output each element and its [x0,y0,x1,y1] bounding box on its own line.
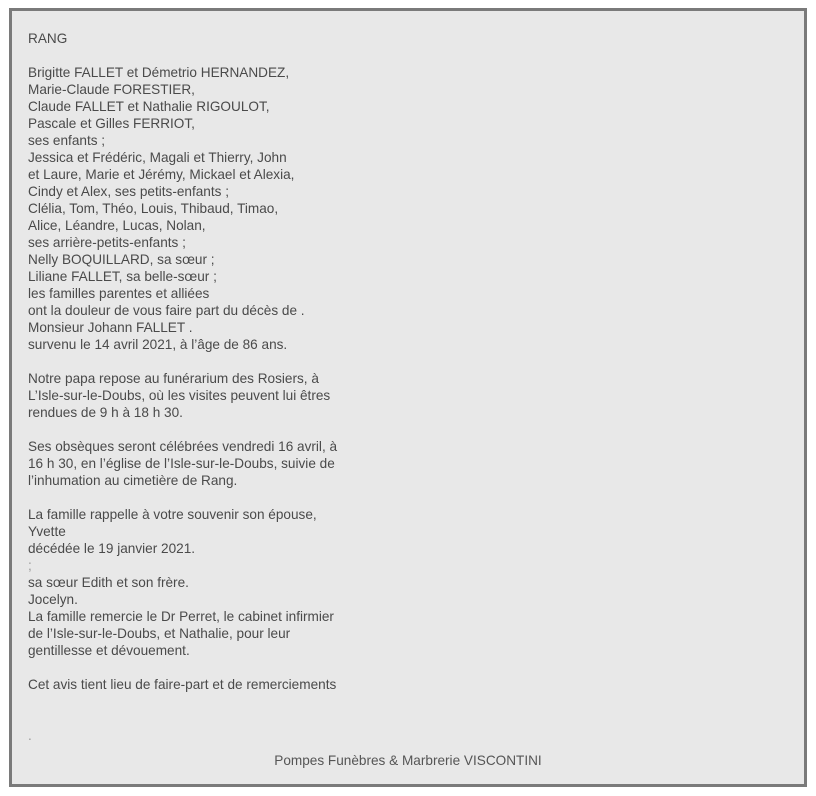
text-line: sa sœur Edith et son frère. [28,575,189,590]
text-line: Liliane FALLET, sa belle-sœur ; [28,269,217,284]
text-line: L’Isle-sur-le-Doubs, où les visites peuvent lui êtres [28,388,331,403]
text-line: La famille remercie le Dr Perret, le cabinet infirmier [28,609,334,624]
text-line: Marie-Claude FORESTIER, [28,82,195,97]
text-line: Nelly BOQUILLARD, sa sœur ; [28,252,215,267]
text-line: gentillesse et dévouement. [28,643,190,658]
text-line: Claude FALLET et Nathalie RIGOULOT, [28,99,270,114]
funeral-block [28,438,648,489]
text-line: ses arrière-petits-enfants ; [28,235,186,250]
text-line: ont la douleur de vous faire part du décès de . [28,303,305,318]
notice-frame [9,8,807,787]
text-line: les familles parentes et alliées [28,286,210,301]
text-line: l’inhumation au cimetière de Rang. [28,473,238,488]
text-line: Yvette [28,524,66,539]
viewing-block [28,370,648,421]
family-block [28,64,648,353]
text-line: rendues de 9 h à 18 h 30. [28,405,183,420]
notice-content [28,30,648,744]
text-line: ses enfants ; [28,133,106,148]
text-line: décédée le 19 janvier 2021. [28,541,196,556]
text-line: Brigitte FALLET et Démetrio HERNANDEZ, [28,65,290,80]
text-line: Ses obsèques seront célébrées vendredi 16 avril, à [28,439,338,454]
text-line: survenu le 14 avril 2021, à l’âge de 86 ans. [28,337,288,352]
trailing-dot: . [28,728,32,743]
text-line: de l’Isle-sur-le-Doubs, et Nathalie, pour leur [28,626,291,641]
remembrance-block [28,506,648,659]
text-line: Alice, Léandre, Lucas, Nolan, [28,218,206,233]
text-line: 16 h 30, en l’église de l’Isle-sur-le-Doubs, suivie de [28,456,335,471]
notice-title: RANG [28,31,68,46]
text-line: Clélia, Tom, Théo, Louis, Thibaud, Timao, [28,201,279,216]
text-line: Pascale et Gilles FERRIOT, [28,116,195,131]
funeral-home-signature: Pompes Funèbres & Marbrerie VISCONTINI [274,753,542,768]
text-line: Jessica et Frédéric, Magali et Thierry, John [28,150,287,165]
closing-text: Cet avis tient lieu de faire-part et de remerciements [28,677,337,692]
text-line: Notre papa repose au funérarium des Rosiers, à [28,371,319,386]
text-line: La famille rappelle à votre souvenir son épouse, [28,507,317,522]
deceased-name: Monsieur Johann FALLET . [28,320,193,335]
text-line: ; [28,558,32,573]
text-line: Cindy et Alex, ses petits-enfants ; [28,184,229,199]
text-line: Jocelyn. [28,592,78,607]
text-line: et Laure, Marie et Jérémy, Mickael et Alexia, [28,167,295,182]
